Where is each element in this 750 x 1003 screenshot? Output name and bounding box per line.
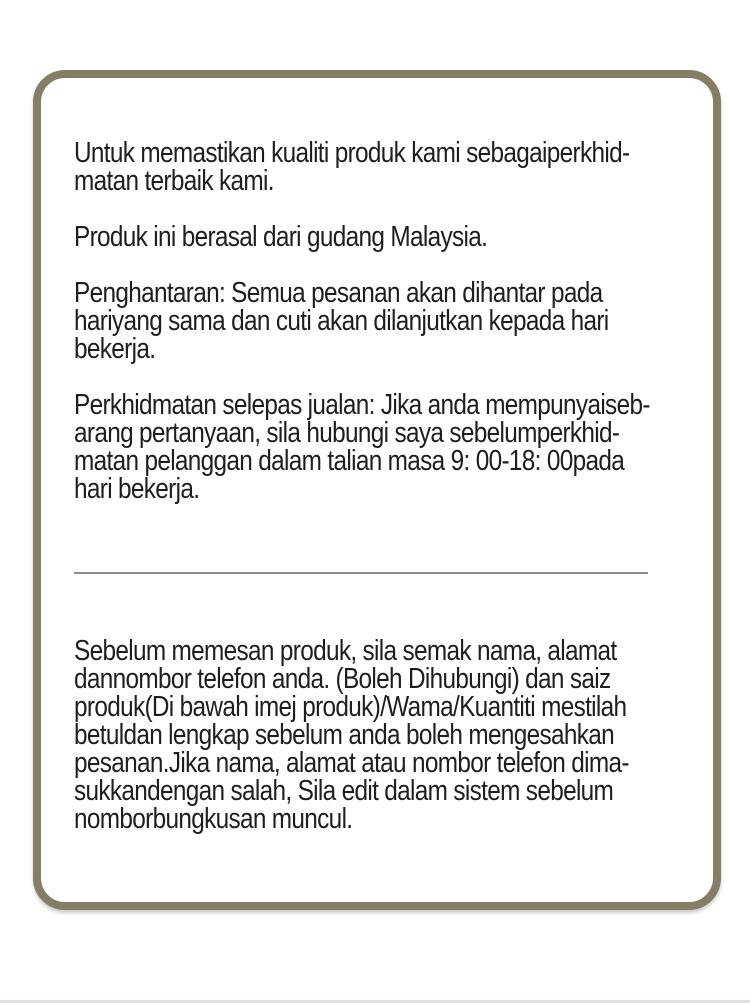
- text-line: Penghantaran: Semua pesanan akan dihantar pada: [74, 277, 603, 309]
- text-line: Produk ini berasal dari gudang Malaysia.: [74, 221, 488, 253]
- paragraph-quality-note: [74, 137, 630, 197]
- text-line: Untuk memastikan kualiti produk kami sebagaiperkhid-: [74, 137, 630, 169]
- text-line: matan terbaik kami.: [74, 165, 274, 197]
- paragraph-after-sales-service: [74, 389, 650, 505]
- text-line: dannombor telefon anda. (Boleh Dihubungi) dan saiz: [74, 663, 611, 695]
- text-line: betuldan lengkap sebelum anda boleh mengesahkan: [74, 719, 614, 751]
- text-line: hari bekerja.: [74, 473, 200, 505]
- text-line: nomborbungkusan muncul.: [74, 803, 353, 835]
- paragraph-order-check-instructions: [74, 635, 629, 835]
- text-line: hariyang sama dan cuti akan dilanjutkan kepada hari: [74, 305, 609, 337]
- text-line: produk(Di bawah imej produk)/Wama/Kuantiti mestilah: [74, 691, 627, 723]
- text-line: Perkhidmatan selepas jualan: Jika anda mempunyaiseb-: [74, 389, 650, 421]
- text-line: sukkandengan salah, Sila edit dalam sistem sebelum: [74, 775, 614, 807]
- paragraph-shipping-policy: [74, 277, 609, 365]
- text-line: pesanan.Jika nama, alamat atau nombor telefon dima-: [74, 747, 629, 779]
- notice-card: [33, 70, 721, 910]
- text-line: bekerja.: [74, 333, 156, 365]
- paragraph-warehouse-origin: [74, 223, 602, 251]
- text-line: matan pelanggan dalam talian masa 9: 00-18: 00pada: [74, 445, 625, 477]
- text-line: Sebelum memesan produk, sila semak nama, alamat: [74, 635, 617, 667]
- section-divider: [74, 572, 648, 574]
- text-line: arang pertanyaan, sila hubungi saya sebelumperkhid-: [74, 417, 620, 449]
